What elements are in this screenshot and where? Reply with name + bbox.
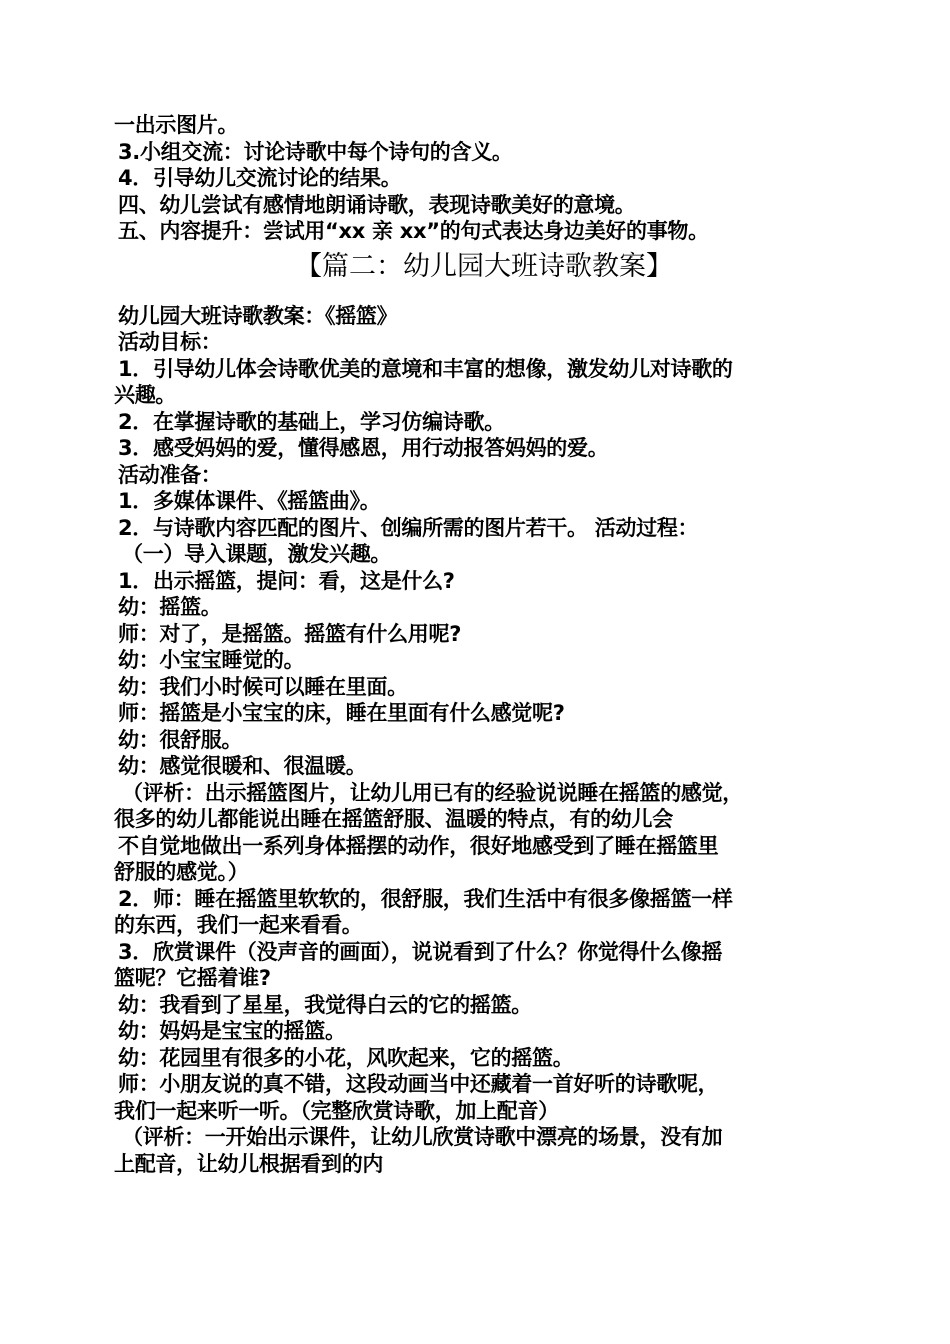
text-line: 1．多媒体课件、《摇篮曲》。	[118, 489, 381, 513]
text-line: 幼：小宝宝睡觉的。	[118, 648, 305, 672]
text-line: 篮呢？它摇着谁?	[114, 966, 271, 990]
text-line: 五、内容提升：尝试用“xx 亲 xx”的句式表达身边美好的事物。	[118, 219, 709, 243]
text-line: 幼：花园里有很多的小花，风吹起来，它的摇篮。	[118, 1045, 574, 1070]
text-line: 兴趣。	[114, 383, 177, 407]
text-line: 师：摇篮是小宝宝的床，睡在里面有什么感觉呢?	[118, 701, 565, 725]
text-line: 师：对了，是摇篮。摇篮有什么用呢?	[118, 621, 462, 646]
document-body	[114, 112, 834, 1177]
text-line: 活动准备：	[118, 462, 222, 487]
text-line: 舒服的感觉。）	[114, 860, 249, 884]
text-line: 幼：我看到了星星，我觉得白云的它的摇篮。	[118, 992, 532, 1017]
text-line: 师：小朋友说的真不错，这段动画当中还藏着一首好听的诗歌呢，	[118, 1072, 719, 1096]
section-title: 【篇二：幼儿园大班诗歌教案】	[295, 250, 673, 282]
text-line: 一出示图片。	[114, 113, 239, 137]
text-line: 我们一起来听一听。（完整欣赏诗歌，加上配音）	[114, 1098, 559, 1123]
text-line: 活动目标：	[118, 330, 222, 354]
text-line: 幼：我们小时候可以睡在里面。	[118, 674, 408, 699]
text-line: 1．引导幼儿体会诗歌优美的意境和丰富的想像，激发幼儿对诗歌的	[118, 356, 733, 381]
text-line: 上配音，让幼儿根据看到的内	[114, 1151, 384, 1176]
text-line: 不自觉地做出一系列身体摇摆的动作，很好地感受到了睡在摇篮里	[118, 833, 719, 858]
text-line: 2．与诗歌内容匹配的图片、创编所需的图片若干。 活动过程：	[118, 515, 699, 540]
text-line: （评析：出示摇篮图片，让幼儿用已有的经验说说睡在摇篮的感觉，	[122, 780, 743, 805]
text-line: 幼：摇篮。	[118, 595, 222, 619]
text-line: 3.小组交流：讨论诗歌中每个诗句的含义。	[118, 139, 513, 164]
text-line: 幼：感觉很暖和、很温暖。	[118, 754, 367, 778]
text-line: 2．师：睡在摇篮里软软的，很舒服，我们生活中有很多像摇篮一样	[118, 886, 733, 911]
text-line: 四、幼儿尝试有感情地朗诵诗歌，表现诗歌美好的意境。	[118, 192, 636, 217]
text-line: 幼：妈妈是宝宝的摇篮。	[118, 1019, 346, 1043]
text-line: 幼：很舒服。	[118, 727, 243, 752]
text-line: （评析：一开始出示课件，让幼儿欣赏诗歌中漂亮的场景，没有加	[122, 1125, 723, 1149]
text-line: （一）导入课题，激发兴趣。	[122, 542, 392, 566]
text-line: 很多的幼儿都能说出睡在摇篮舒服、温暖的特点，有的幼儿会	[114, 807, 673, 831]
text-line: 3．欣赏课件（没声音的画面），说说看到了什么？你觉得什么像摇	[118, 939, 723, 964]
text-line: 1．出示摇篮，提问：看，这是什么?	[118, 568, 455, 593]
text-line: 4．引导幼儿交流讨论的结果。	[118, 166, 402, 190]
text-line: 幼儿园大班诗歌教案：《摇篮》	[118, 303, 398, 328]
text-line: 2．在掌握诗歌的基础上，学习仿编诗歌。	[118, 409, 505, 434]
text-line: 3．感受妈妈的爱，懂得感恩，用行动报答妈妈的爱。	[118, 436, 609, 460]
text-line: 的东西，我们一起来看看。	[114, 913, 363, 937]
